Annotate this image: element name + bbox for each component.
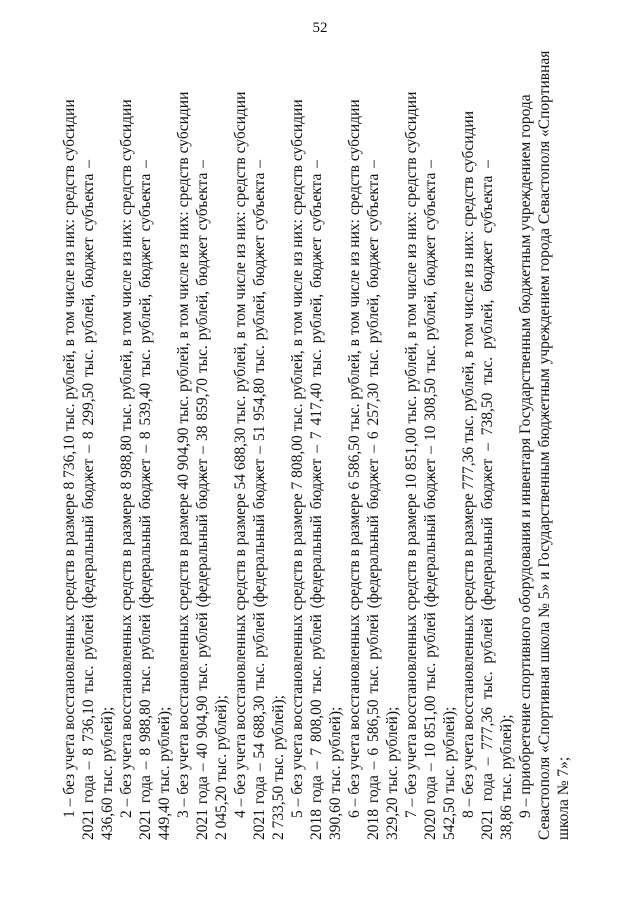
text-line: 9 – приобретение спортивного оборудования и инвентаря Государственным бюджетным учреждением города: [517, 94, 534, 818]
list-item: [345, 99, 402, 840]
text-line: Севастополя «Спортивная школа № 5» и Государственным бюджетным учреждением города Севастополя «Спортивная: [536, 50, 553, 840]
list-item: [402, 91, 459, 840]
text-line: 436,60 тыс. рублей);: [99, 706, 116, 840]
text-line: 2021 года – 40 904,90 тыс. рублей (федеральный бюджет – 38 859,70 тыс. рублей, бюджет субъекта –: [194, 160, 211, 840]
page-number: 52: [312, 20, 328, 36]
text-line: 6 – без учета восстановленных средств в размере 6 586,50 тыс. рублей, в том числе из них: средств субсидии: [346, 99, 363, 818]
text-line: 329,20 тыс. рублей);: [384, 706, 401, 840]
text-line: 542,50 тыс. рублей);: [441, 706, 458, 840]
text-line: 7 – без учета восстановленных средств в размере 10 851,00 тыс. рублей, в том числе из них: средств субсидии: [403, 91, 420, 818]
text-line: 38,86 тыс. рублей);: [498, 714, 515, 840]
text-line: 4 – без учета восстановленных средств в размере 54 688,30 тыс. рублей, в том числе из них: средств субсидии: [232, 91, 249, 818]
list-item: [231, 91, 288, 840]
list-item: [117, 99, 174, 840]
rotated-text-block: [60, 50, 600, 840]
text-line: 5 – без учета восстановленных средств в размере 7 808,00 тыс. рублей, в том числе из них: средств субсидии: [289, 99, 306, 818]
list-item: [174, 91, 231, 840]
text-line: 3 – без учета восстановленных средств в размере 40 904,90 тыс. рублей, в том числе из них: средств субсидии: [175, 91, 192, 818]
text-line: 2 – без учета восстановленных средств в размере 8 988,80 тыс. рублей, в том числе из них: средств субсидии: [118, 99, 135, 818]
text-line: 2020 года – 10 851,00 тыс. рублей (федеральный бюджет – 10 308,50 тыс. рублей, бюджет субъекта –: [422, 160, 439, 840]
text-line: школа № 7»;: [555, 756, 572, 840]
list-item: [516, 50, 573, 840]
text-line: 1 – без учета восстановленных средств в размере 8 736,10 тыс. рублей, в том числе из них: средств субсидии: [61, 99, 78, 818]
list-item: [459, 111, 516, 840]
text-line: 449,40 тыс. рублей);: [156, 706, 173, 840]
text-line: 2021 года – 777,36 тыс. рублей (федеральный бюджет – 738,50 тыс. рублей, бюджет субъекта –: [479, 160, 496, 840]
text-line: 390,60 тыс. рублей);: [327, 706, 344, 840]
text-line: 2021 года – 8 988,80 тыс. рублей (федеральный бюджет – 8 539,40 тыс. рублей, бюджет субъекта –: [137, 160, 154, 840]
text-line: 2018 года – 6 586,50 тыс. рублей (федеральный бюджет – 6 257,30 тыс. рублей, бюджет субъекта –: [365, 160, 382, 840]
text-line: 2 045,20 тыс. рублей);: [213, 695, 230, 840]
text-line: 2021 года – 8 736,10 тыс. рублей (федеральный бюджет – 8 299,50 тыс. рублей, бюджет субъекта –: [80, 160, 97, 840]
text-line: 2 733,50 тыс. рублей);: [270, 695, 287, 840]
text-line: 2018 года – 7 808,00 тыс. рублей (федеральный бюджет – 7 417,40 тыс. рублей, бюджет субъекта –: [308, 160, 325, 840]
list-item: [288, 99, 345, 840]
text-line: 2021 года – 54 688,30 тыс. рублей (федеральный бюджет – 51 954,80 тыс. рублей, бюджет субъекта –: [251, 160, 268, 840]
list-item: [60, 99, 117, 840]
text-line: 8 – без учета восстановленных средств в размере 777,36 тыс. рублей, в том числе из них: средств субсидии: [460, 111, 477, 818]
